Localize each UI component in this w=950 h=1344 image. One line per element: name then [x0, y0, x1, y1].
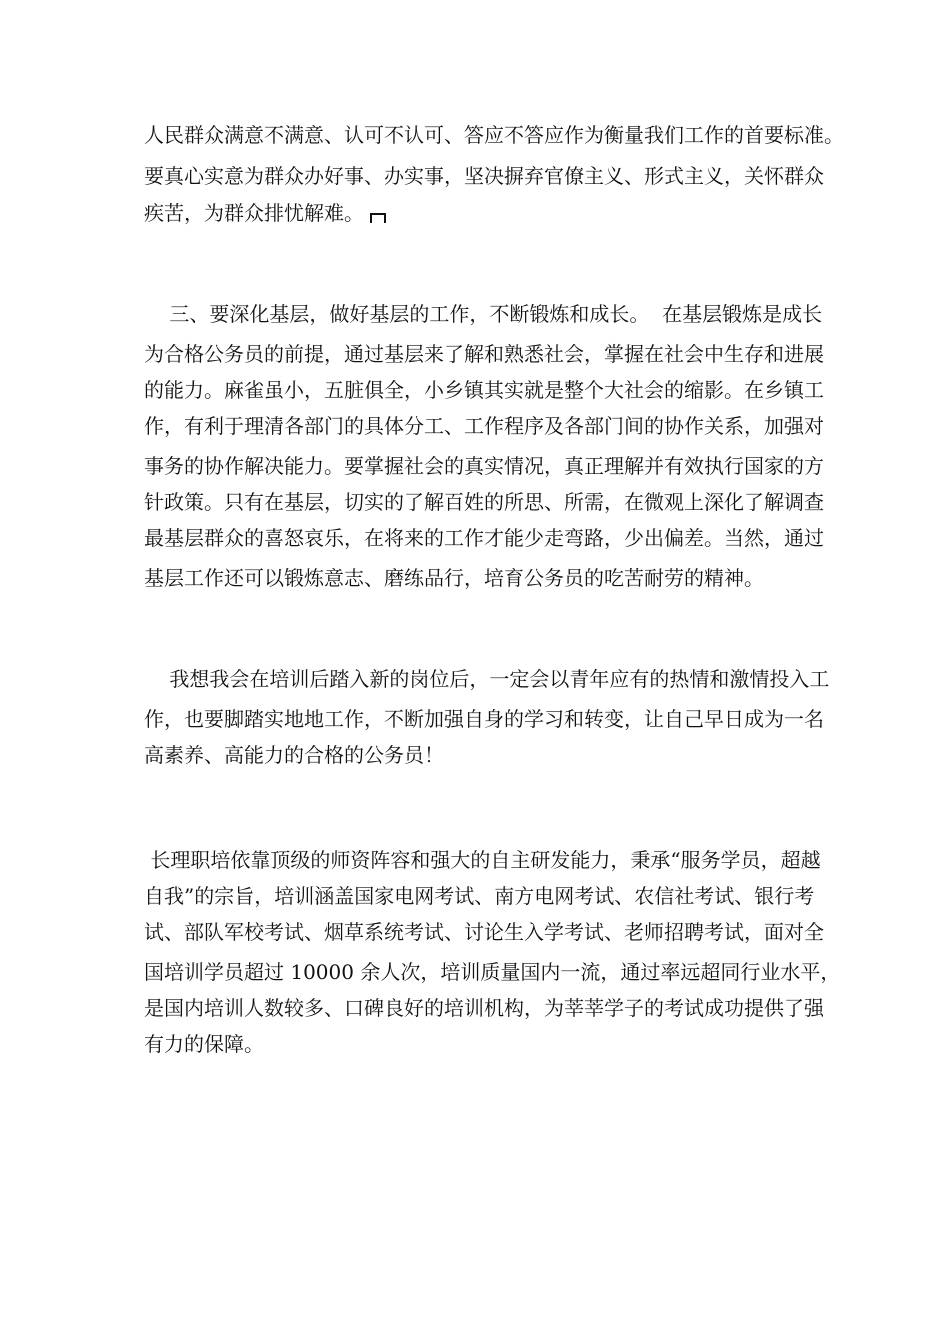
paragraph-4-line-2: 自我”的宗旨，培训涵盖国家电网考试、南方电网考试、农信社考试、银行考 — [144, 884, 815, 908]
paragraph-2-line-2: 为合格公务员的前提，通过基层来了解和熟悉社会，掌握在社会中生存和进展 — [144, 342, 824, 366]
paragraph-2-line-4: 作，有利于理清各部门的具体分工、工作程序及各部门间的协作关系，加强对 — [144, 414, 824, 438]
text-cursor-icon — [370, 213, 386, 223]
paragraph-3-line-1: 我想我会在培训后踏入新的岗位后，一定会以青年应有的热情和激情投入工 — [144, 667, 830, 691]
paragraph-1-line-2: 要真心实意为群众办好事、办实事，坚决摒弃官僚主义、形式主义，关怀群众 — [144, 164, 824, 188]
paragraph-3-line-3: 高素养、高能力的合格的公务员！ — [144, 743, 444, 767]
paragraph-2-line-6: 针政策。只有在基层，切实的了解百姓的所思、所需，在微观上深化了解调查 — [144, 490, 824, 514]
paragraph-2-line-5: 事务的协作解决能力。要掌握社会的真实情况，真正理解并有效执行国家的方 — [144, 454, 824, 478]
paragraph-2-line-1: 三、要深化基层，做好基层的工作，不断锻炼和成长。 在基层锻炼是成长 — [144, 302, 823, 326]
paragraph-1-line-3-wrap — [144, 201, 386, 225]
paragraph-4-line-5: 是国内培训人数较多、口碑良好的培训机构，为莘莘学子的考试成功提供了强 — [144, 996, 824, 1020]
paragraph-4-line-1: 长理职培依靠顶级的师资阵容和强大的自主研发能力，秉承“服务学员，超越 — [144, 848, 821, 872]
paragraph-1-line-3: 疾苦，为群众排忧解难。 — [144, 201, 364, 225]
paragraph-1-line-1: 人民群众满意不满意、认可不认可、答应不答应作为衡量我们工作的首要标准。 — [144, 123, 844, 147]
paragraph-3-line-2: 作，也要脚踏实地地工作，不断加强自身的学习和转变，让自己早日成为一名 — [144, 707, 824, 731]
paragraph-2-line-3: 的能力。麻雀虽小，五脏俱全，小乡镇其实就是整个大社会的缩影。在乡镇工 — [144, 378, 824, 402]
paragraph-4-line-4: 国培训学员超过 10000 余人次，培训质量国内一流，通过率远超同行业水平， — [144, 960, 841, 984]
paragraph-4-line-3: 试、部队军校考试、烟草系统考试、讨论生入学考试、老师招聘考试，面对全 — [144, 920, 824, 944]
paragraph-4-line-6: 有力的保障。 — [144, 1032, 264, 1056]
paragraph-2-line-8: 基层工作还可以锻炼意志、磨练品行，培育公务员的吃苦耐劳的精神。 — [144, 566, 764, 590]
paragraph-2-line-7: 最基层群众的喜怒哀乐，在将来的工作才能少走弯路，少出偏差。当然，通过 — [144, 526, 824, 550]
